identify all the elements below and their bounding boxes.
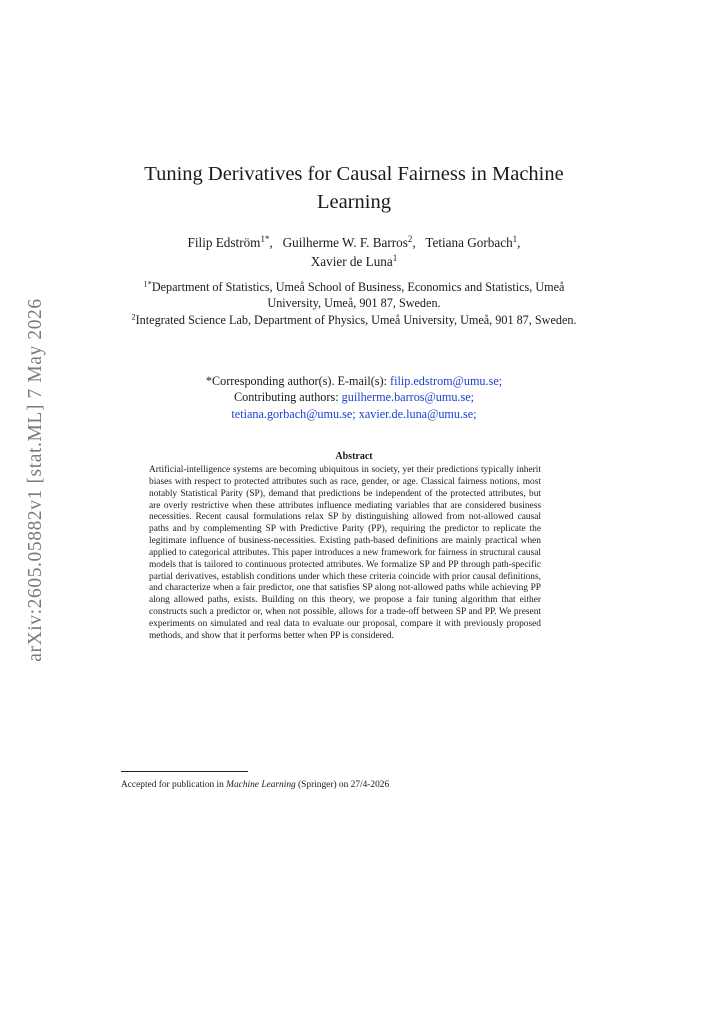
arxiv-identifier-text: arXiv:2605.05882v1 [stat.ML] 7 May 2026 [25,298,46,662]
footnote-prefix: Accepted for publication in [121,780,227,790]
author-list [120,233,588,271]
affiliation-1 [120,279,588,312]
footnote-rule [121,771,248,772]
author-line-1: Filip Edström$^{1*}$, Guilherme W. F. Barros$^2$, Tetiana Gorbach$^1$, [187,234,521,250]
author-affil-mark: 2 [407,234,413,245]
affiliations [120,279,588,328]
email-link-barros[interactable]: guilherme.barros@umu.se; [341,390,475,405]
email-link-gorbach[interactable]: tetiana.gorbach@umu.se; [231,406,356,421]
contact-emails [120,373,588,422]
affiliation-text: Integrated Science Lab, Department of Physics, Umeå University, Umeå, 901 87, Sweden. [135,312,577,327]
corresponding-line [120,373,588,389]
author-name: Tetiana Gorbach [425,235,513,250]
author-name: Xavier de Luna [310,254,393,269]
affiliation-mark: 1* [143,279,152,289]
email-link-edstrom[interactable]: filip.edstrom@umu.se; [390,374,503,388]
author-affil-mark: 1 [392,253,398,264]
paper-title: Tuning Derivatives for Causal Fairness in Machine Learning [144,163,564,213]
affiliation-text: Department of Statistics, Umeå School of Business, Economics and Statistics, Umeå University, Umeå, 901 87, Sweden. [151,280,565,311]
email-link-luna[interactable]: xavier.de.luna@umu.se; [358,406,477,421]
affiliation-mark: 2 [131,312,136,322]
author-line-2 [120,252,588,271]
contributing-line [120,389,588,405]
abstract-body: Artificial-intelligence systems are becoming ubiquitous in society, yet their predictions typically inherit biases with respect to protected attributes such as race, gender, or age. Classical fairness notions, most notably Statistical Parity (SP), demand that predictions be independent of the protected attributes, but are overly restrictive when these attributes influence mediating variables that are considered business necessities. Recent causal formulations relax SP by distinguishing allowed from not-allowed causal paths and by complementing SP with Predictive Parity (PP), requiring the predictor to replicate the legitimate influence of business-necessities. Existing path-based definitions are mainly practical when applied to categorical attributes. This paper introduces a new framework for fairness in structural causal models that is tailored to continuous protected attributes. We formalize SP and PP through path-specific partial derivatives, establish conditions under which these criteria coincide with prior causal definitions, and characterize when a fair predictor, one that satisfies SP along not-allowed paths while achieving PP along allowed paths, exists. Building on this theory, we propose a fair tuning algorithm that either constructs such a predictor or, when not possible, allows for a trade-off between SP and PP. We present experiments on simulated and real data to evaluate our proposal, compare it with previously proposed methods, and show that it performs better when PP is considered. [149,465,541,641]
author-affil-mark: 1* [260,234,270,245]
author-name: Guilherme W. F. Barros [282,235,408,250]
publication-footnote [121,780,389,790]
affiliation-2 [120,312,588,328]
arxiv-identifier [16,290,56,670]
author-name: Filip Edström [187,235,261,250]
contributing-label: Contributing authors: [233,390,339,405]
contributing-line-2 [120,406,588,422]
author-affil-mark: 1 [512,234,518,245]
abstract-heading: Abstract [335,451,373,462]
footnote-suffix: (Springer) on 27/4-2026 [295,780,390,790]
journal-name: Machine Learning [226,780,296,790]
corresponding-label: *Corresponding author(s). E-mail(s): [205,374,387,388]
